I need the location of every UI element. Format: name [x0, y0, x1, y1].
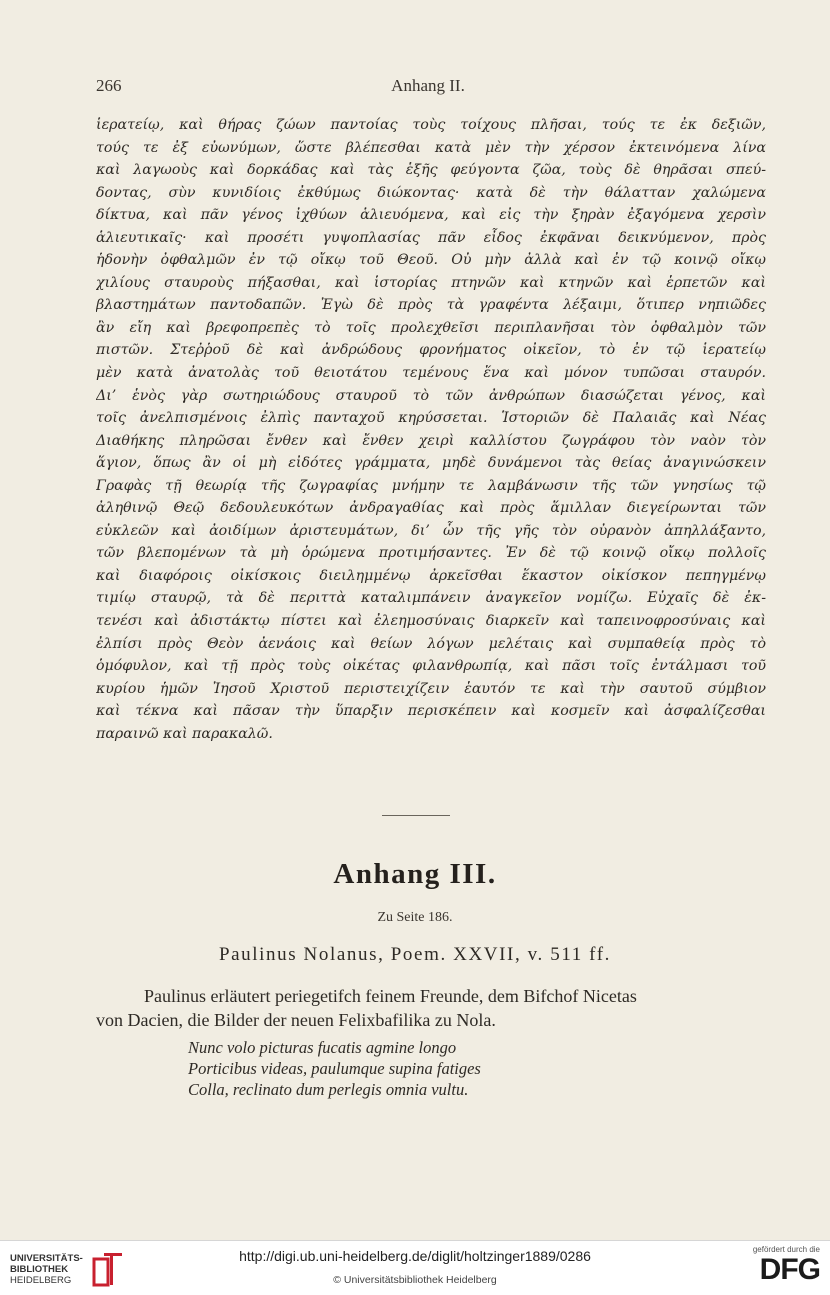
running-title: Anhang II. [391, 76, 465, 95]
text-line: ἁλιευτικαῖς· καὶ προσέτι γυψοπλασίας πᾶν εἶδος ἐκφᾶναι δεικνύμενον, πρὸς [96, 229, 766, 246]
text-line: εὐκλεῶν καὶ ἀοιδίμων ἀριστευμάτων, δι’ ὧν τῆς γῆς τὸν οὐρανὸν ἀπηλλάξαντο, [96, 522, 766, 539]
page-number: 266 [96, 76, 122, 95]
library-name: UNIVERSITÄTS- BIBLIOTHEK HEIDELBERG [10, 1253, 83, 1286]
text-line: καὶ τέκνα καὶ πᾶσαν τὴν ὕπαρξιν περισκέπειν καὶ κοσμεῖν καὶ ἀσφαλίζεσθαι [96, 703, 766, 720]
text-line: μὲν κατὰ ἀνατολὰς τοῦ θειοτάτου τεμένους ἕνα καὶ μόνον τυπῶσαι σταυρόν. [96, 365, 766, 382]
viewer-footer [0, 1240, 830, 1295]
verse-line: Colla, reclinato dum perlegis omnia vultu. [188, 1080, 469, 1099]
text-line: καὶ λαγωοὺς καὶ δορκάδας καὶ τὰς ἑξῆς φεύγοντα ζῶα, τοὺς δὲ θηρᾶσαι σπεύ- [96, 162, 766, 179]
dfg-wordmark: DFG [759, 1253, 820, 1286]
greek-text-block [96, 114, 766, 745]
permalink-url[interactable]: http://digi.ub.uni-heidelberg.de/diglit/holtzinger1889/0286 [239, 1248, 591, 1264]
copyright-notice: © Universitätsbibliothek Heidelberg [333, 1274, 497, 1286]
text-line: βλαστημάτων παντοδαπῶν. Ἐγὼ δὲ πρὸς τὰ γραφέντα λέξαιμι, ὅτιπερ νηπιῶδες [96, 297, 766, 314]
verse-line: Porticibus videas, paulumque supina fatiges [188, 1059, 481, 1078]
dfg-logo[interactable] [728, 1245, 820, 1291]
text-line: ὁμόφυλον, καὶ τῇ πρὸς τοὺς οἰκέτας φιλανθρωπίᾳ, καὶ πᾶσι τοῖς ἐντάλμασι τοῦ [96, 658, 766, 675]
section-divider [382, 815, 450, 816]
text-line: Διαθήκης πληρῶσαι ἔνθεν καὶ ἔνθεν χειρὶ καλλίστου ζωγράφου τὸν ναὸν τὸν [96, 432, 766, 449]
text-line: ἅγιον, ὅπως ἂν οἱ μὴ εἰδότες γράμματα, μηδὲ δυνάμενοι τὰς θείας ἀναγινώσκειν [96, 455, 766, 472]
text-line: Γραφὰς τῇ θεωρίᾳ τῆς ζωγραφίας μνήμην τε λαμβάνωσιν τῆς τῶν γνησίως τῷ [96, 477, 766, 494]
text-line: καὶ διαφόροις οἰκίσκοις διειλημμένῳ ἀρκεῖσθαι ἕκαστον οἰκίσκον πεπηγμένῳ [96, 567, 766, 584]
text-line: τοῖς ἀνελπισμένοις ἐλπὶς πανταχοῦ κηρύσσεται. Ἱστοριῶν δὲ Παλαιᾶς καὶ Νέας [96, 410, 766, 427]
text-line: Δι’ ἑνὸς γὰρ σωτηριώδους σταυροῦ τὸ τῶν ἀνθρώπων διασώζεται γένος, καὶ [96, 387, 766, 404]
text-line: ἡδονὴν ὀφθαλμῶν ἐν τῷ οἴκῳ τοῦ Θεοῦ. Οὐ μὴν ἀλλὰ καὶ ἐν τῷ κοινῷ οἴκῳ [96, 252, 766, 269]
text-line: παραινῶ καὶ παρακαλῶ. [96, 725, 273, 742]
text-line: πιστῶν. Στεῤῥοῦ δὲ καὶ ἀνδρώδους φρονήματος οἰκεῖον, τὸ ἐν τῷ ἱερατείῳ [96, 342, 766, 359]
latin-verses [188, 1037, 748, 1100]
verse-line: Nunc volo picturas fucatis agmine longo [188, 1038, 457, 1057]
text-line: ἂν εἴη καὶ βρεφοπρεπὲς τὸ τοῖς προλεχθεῖσι περιπλανῆσαι τὸν ὀφθαλμὸν τῶν [96, 319, 766, 336]
intro-line: Paulinus erläutert periegetifch feinem Freunde, dem Bifchof Nicetas [144, 986, 637, 1006]
text-line: δοντας, σὺν κυνιδίοις ἐκθύμως διώκοντας· κατὰ δὲ τὴν θάλατταν χαλώμενα [96, 184, 766, 201]
text-line: χιλίους σταυροὺς πήξασθαι, καὶ ἱστορίας πτηνῶν καὶ κτηνῶν καὶ ἑρπετῶν καὶ [96, 274, 766, 291]
funded-by-label: gefördert durch die [752, 1245, 820, 1254]
section-reference: Zu Seite 186. [377, 910, 453, 925]
intro-paragraph [96, 984, 766, 1032]
text-line: τενέσι καὶ ἀδιστάκτῳ πίστει καὶ ἐλεημοσύναις διαρκεῖν καὶ ταπεινοφροσύναις καὶ [96, 613, 766, 630]
text-line: ἱερατείῳ, καὶ θήρας ζώων παντοίας τοὺς τοίχους πλῆσαι, τούς τε ἐκ δεξιῶν, [96, 117, 766, 133]
source-citation: Paulinus Nolanus, Poem. XXVII, v. 511 ff. [218, 944, 612, 965]
text-line: τιμίῳ σταυρῷ, τὰ δὲ περιττὰ καταλιμπάνειν ἀναγκεῖον νομίζω. Εὐχαῖς δὲ ἐκ- [96, 590, 766, 607]
section-title: Anhang III. [333, 858, 497, 890]
text-line: ἀληθινῷ Θεῷ δεδουλευκότων ἀνδραγαθίας καὶ πρὸς ἅμιλλαν διεγείρωνται τῶν [96, 500, 766, 517]
page-header [88, 76, 768, 100]
text-line: κυρίου ἡμῶν Ἰησοῦ Χριστοῦ περιστειχίζειν ἑαυτόν τε καὶ τὴν σαυτοῦ σύμβιον [96, 680, 766, 697]
text-line: ἐλπίσι πρὸς Θεὸν ἀενάοις καὶ θείων λόγων μελέταις καὶ συμπαθείᾳ πρὸς τὸ [96, 635, 766, 652]
text-line: τούς τε ἐξ εὐωνύμων, ὥστε βλέπεσθαι κατὰ μὲν τὴν χέρσον ἐκτεινόμενα λίνα [96, 139, 766, 156]
intro-line: von Dacien, die Bilder der neuen Felixbafilika zu Nola. [96, 1010, 496, 1030]
text-line: τῶν βλεπομένων τὰ μὴ ὁρώμενα προτιμήσαντες. Ἐν δὲ τῷ κοινῷ οἴκῳ πολλοῖς [96, 545, 766, 562]
text-line: δίκτυα, καὶ πᾶν γένος ἰχθύων ἁλιευόμενα, καὶ εἰς τὴν ξηρὰν ἐξαγόμενα χερσὶν [96, 207, 766, 224]
